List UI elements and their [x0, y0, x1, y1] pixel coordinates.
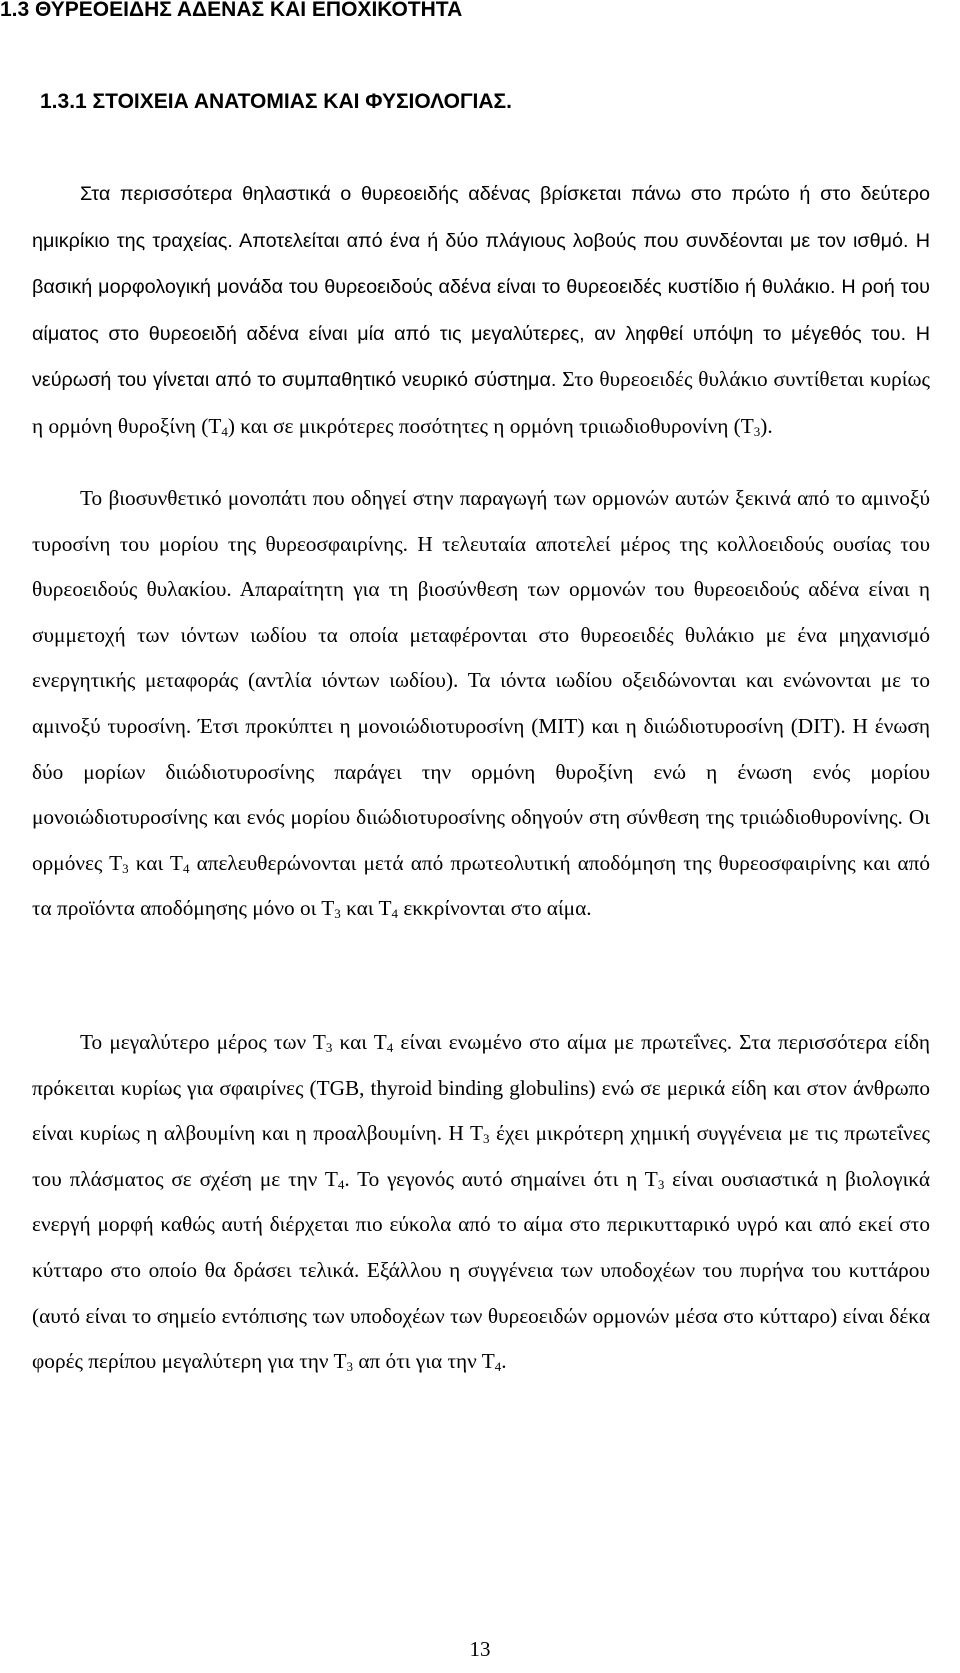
subscript: 4: [337, 1176, 345, 1192]
paragraph-text: και Τ: [332, 1030, 387, 1054]
paragraph-text: . Το γεγονός αυτό σημαίνει ότι η Τ: [344, 1166, 658, 1191]
paragraph-transport: [32, 1020, 930, 1385]
paragraph-text: ) και σε μικρότερες ποσότητες η ορμόνη τριιωδιοθυρονίνη (Τ: [227, 413, 754, 438]
paragraph-text: είναι ουσιαστικά η βιολογικά ενεργή μορφή καθώς αυτή διέρχεται πιο εύκολα από το αίμα στο περικυτταρικό υγρό και από εκεί στο κύτταρο στο οποίο θα δράσει τελικά. Εξάλλου η συγγένεια των υποδοχέων του πυρήνα του κυττάρου (αυτό είναι το σημείο εντόπισης των υποδοχέων των θυρεοειδών ορμονών μέσα στο κύτταρο) είναι δέκα φορές περίπου μεγαλύτερη για την Τ: [32, 1166, 931, 1374]
paragraph-biosynthesis: [32, 476, 930, 932]
subscript: 3: [334, 906, 341, 922]
subscript: 3: [325, 1040, 333, 1055]
subscript: 4: [221, 423, 228, 439]
section-heading: 1.3 ΘΥΡΕΟΕΙΔΗΣ ΑΔΕΝΑΣ ΚΑΙ ΕΠΟΧΙΚΟΤΗΤΑ: [0, 0, 463, 21]
subscript: 3: [657, 1176, 665, 1192]
subscript: 4: [182, 860, 190, 876]
subscript: 3: [483, 1131, 490, 1147]
paragraph-text: εκκρίνονται στο αίμα.: [398, 896, 592, 921]
paragraph-text: έχει μικρότερη χημική συγγένεια με τις πρωτεΐνες του πλάσματος σε σχέση με την Τ: [32, 1121, 930, 1191]
subscript: 4: [391, 906, 399, 922]
paragraph-text: .: [501, 1349, 507, 1374]
paragraph-text: ).: [760, 413, 773, 438]
paragraph-text: Στα περισσότερα θηλαστικά ο θυρεοειδής αδένας βρίσκεται πάνω στο πρώτο ή στο δεύτερο ημικρίκιο της τραχείας. Αποτελείται από ένα ή δύο πλάγιους λοβούς που συνδέονται με τον ισθμό. Η βασική μορφολογική μονάδα του θυρεοειδούς αδένα είναι το θυρεοειδές κυστίδιο ή θυλάκιο. Η ροή του αίματος στο θυρεοειδή αδένα είναι μία από τις μεγαλύτερες, αν ληφθεί υπόψη το μέγεθός του. Η νεύρωσή του γίνεται από το συμπαθητικό νευρικό σύστημα.: [32, 183, 930, 392]
paragraph-text: απ ότι για την Τ: [353, 1349, 495, 1374]
subscript: 3: [753, 423, 761, 439]
paragraph-text: Το βιοσυνθετικό μονοπάτι που οδηγεί στην παραγωγή των ορμονών αυτών ξεκινά από το αμινοξύ τυροσίνη του μορίου της θυρεοσφαιρίνης. Η τελευταία αποτελεί μέρος της κολλοειδούς ουσίας του θυρεοειδούς θυλακίου. Απαραίτητη για τη βιοσύνθεση των ορμονών του θυρεοειδούς αδένα είναι η συμμετοχή των ιόντων ιωδίου τα οποία μεταφέρονται στο θυρεοειδές θυλάκιο με ένα μηχανισμό ενεργητικής μεταφοράς (αντλία ιόντων ιωδίου). Τα ιόντα ιωδίου οξειδώνονται και ενώνονται με το αμινοξύ τυροσίνη. Έτσι προκύπτει η μονοιώδιοτυροσίνη (ΜΙΤ) και η διιώδιοτυροσίνη (DIT). Η ένωση δύο μορίων διιώδιοτυροσίνης παράγει την ορμόνη θυροξίνη ενώ η ένωση ενός μορίου μονοιώδιοτυροσίνης και ενός μορίου διιώδιοτυροσίνης οδηγούν στη σύνθεση της τριιώδιοθυρονίνης. Οι ορμόνες Τ: [32, 486, 930, 875]
subsection-heading: 1.3.1 ΣΤΟΙΧΕΙΑ ΑΝΑΤΟΜΙΑΣ ΚΑΙ ΦΥΣΙΟΛΟΓΙΑΣ.: [40, 90, 512, 113]
paragraph-text: είναι ενωμένο στο αίμα με πρωτεΐνες. Στα περισσότερα είδη πρόκειται κυρίως για σφαιρίνες (TGB, thyroid binding globulins) ενώ σε μερικά είδη και στον άνθρωπο είναι κυρίως η αλβουμίνη και η προαλβουμίνη. Η Τ: [32, 1030, 930, 1146]
subscript: 4: [386, 1040, 394, 1055]
subscript: 3: [122, 860, 129, 876]
paragraph-text: και Τ: [128, 850, 183, 875]
paragraph-text: Στο θυρεοειδές θυλάκιο συντίθεται κυρίως η ορμόνη θυροξίνη (Τ: [32, 367, 930, 438]
paragraph-anatomy: [32, 171, 930, 450]
paragraph-text: απελευθερώνονται μετά από πρωτεολυτική αποδόμηση της θυρεοσφαιρίνης και από τα προϊόντα αποδόμησης μόνο οι Τ: [32, 850, 930, 921]
paragraph-text: Το μεγαλύτερο μέρος των Τ: [80, 1030, 326, 1054]
subscript: 3: [346, 1359, 353, 1375]
page-number: 13: [469, 1637, 491, 1661]
paragraph-text: και Τ: [340, 896, 392, 921]
subscript: 4: [494, 1359, 502, 1375]
